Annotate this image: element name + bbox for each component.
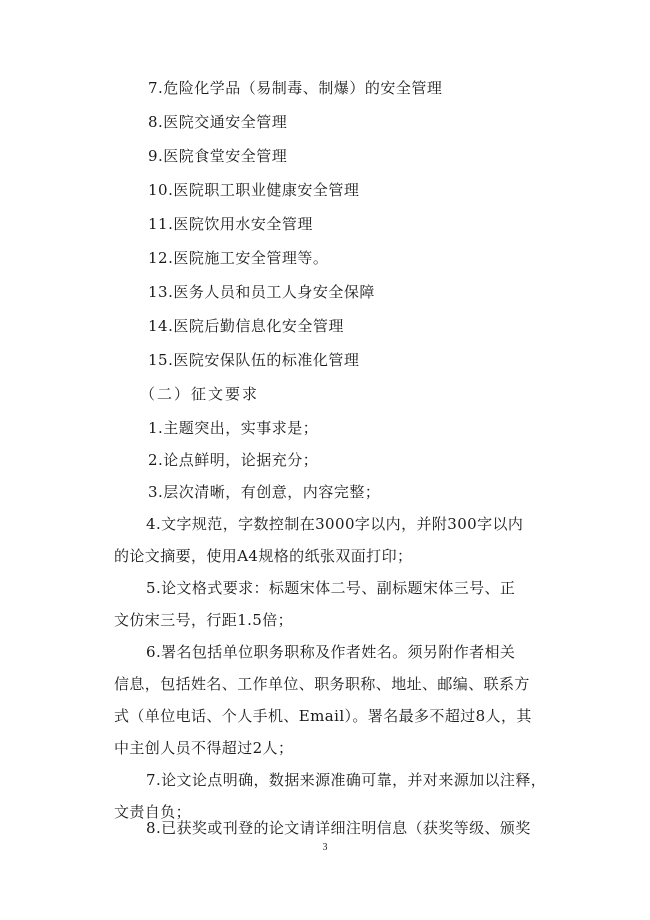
list-item-13: 13.医务人员和员工人身安全保障 [148,283,375,301]
requirement-4-line-2: 的论文摘要，使用A4规格的纸张双面打印； [114,547,413,565]
requirement-5-line-1: 5.论文格式要求：标题宋体二号、副标题宋体三号、正 [146,579,516,597]
requirement-8 [114,812,564,844]
list-item-10: 10.医院职工职业健康安全管理 [148,181,360,199]
list-item-15: 15.医院安保队伍的标准化管理 [148,351,360,369]
requirement-6-line-4: 中主创人员不得超过2人； [114,739,294,757]
requirement-6-line-3: 式（单位电话、个人手机、Email）。署名最多不超过8人，其 [114,707,532,725]
list-item-7: 7.危险化学品（易制毒、制爆）的安全管理 [148,79,443,97]
requirement-8-line-1: 8.已获奖或刊登的论文请详细注明信息（获奖等级、颁奖 [146,819,531,837]
section-heading: （二）征文要求 [140,385,260,403]
requirement-2: 2.论点鲜明，论据充分； [148,451,319,469]
requirement-4 [114,508,564,572]
requirement-7-line-2: 文责自负； [114,803,192,821]
page-number: 3 [322,842,328,853]
requirement-5 [114,572,564,636]
requirement-4-line-1: 4.文字规范，字数控制在3000字以内，并附300字以内 [146,515,524,533]
requirement-6-line-2: 信息，包括姓名、工作单位、职务职称、地址、邮编、联系方 [114,675,530,693]
list-item-8: 8.医院交通安全管理 [148,113,288,131]
requirement-5-line-2: 文仿宋三号，行距1.5倍； [114,611,294,629]
requirement-7-line-1: 7.论文论点明确，数据来源准确可靠，并对来源加以注释， [146,771,547,789]
list-item-14: 14.医院后勤信息化安全管理 [148,317,344,335]
requirement-6 [114,636,564,764]
requirement-1: 1.主题突出，实事求是； [148,419,319,437]
list-item-12: 12.医院施工安全管理等。 [148,249,329,267]
requirement-3: 3.层次清晰，有创意，内容完整； [148,483,381,501]
requirement-6-line-1: 6.署名包括单位职务职称及作者姓名。须另附作者相关 [146,643,516,661]
list-item-11: 11.医院饮用水安全管理 [148,215,313,233]
list-item-9: 9.医院食堂安全管理 [148,147,288,165]
